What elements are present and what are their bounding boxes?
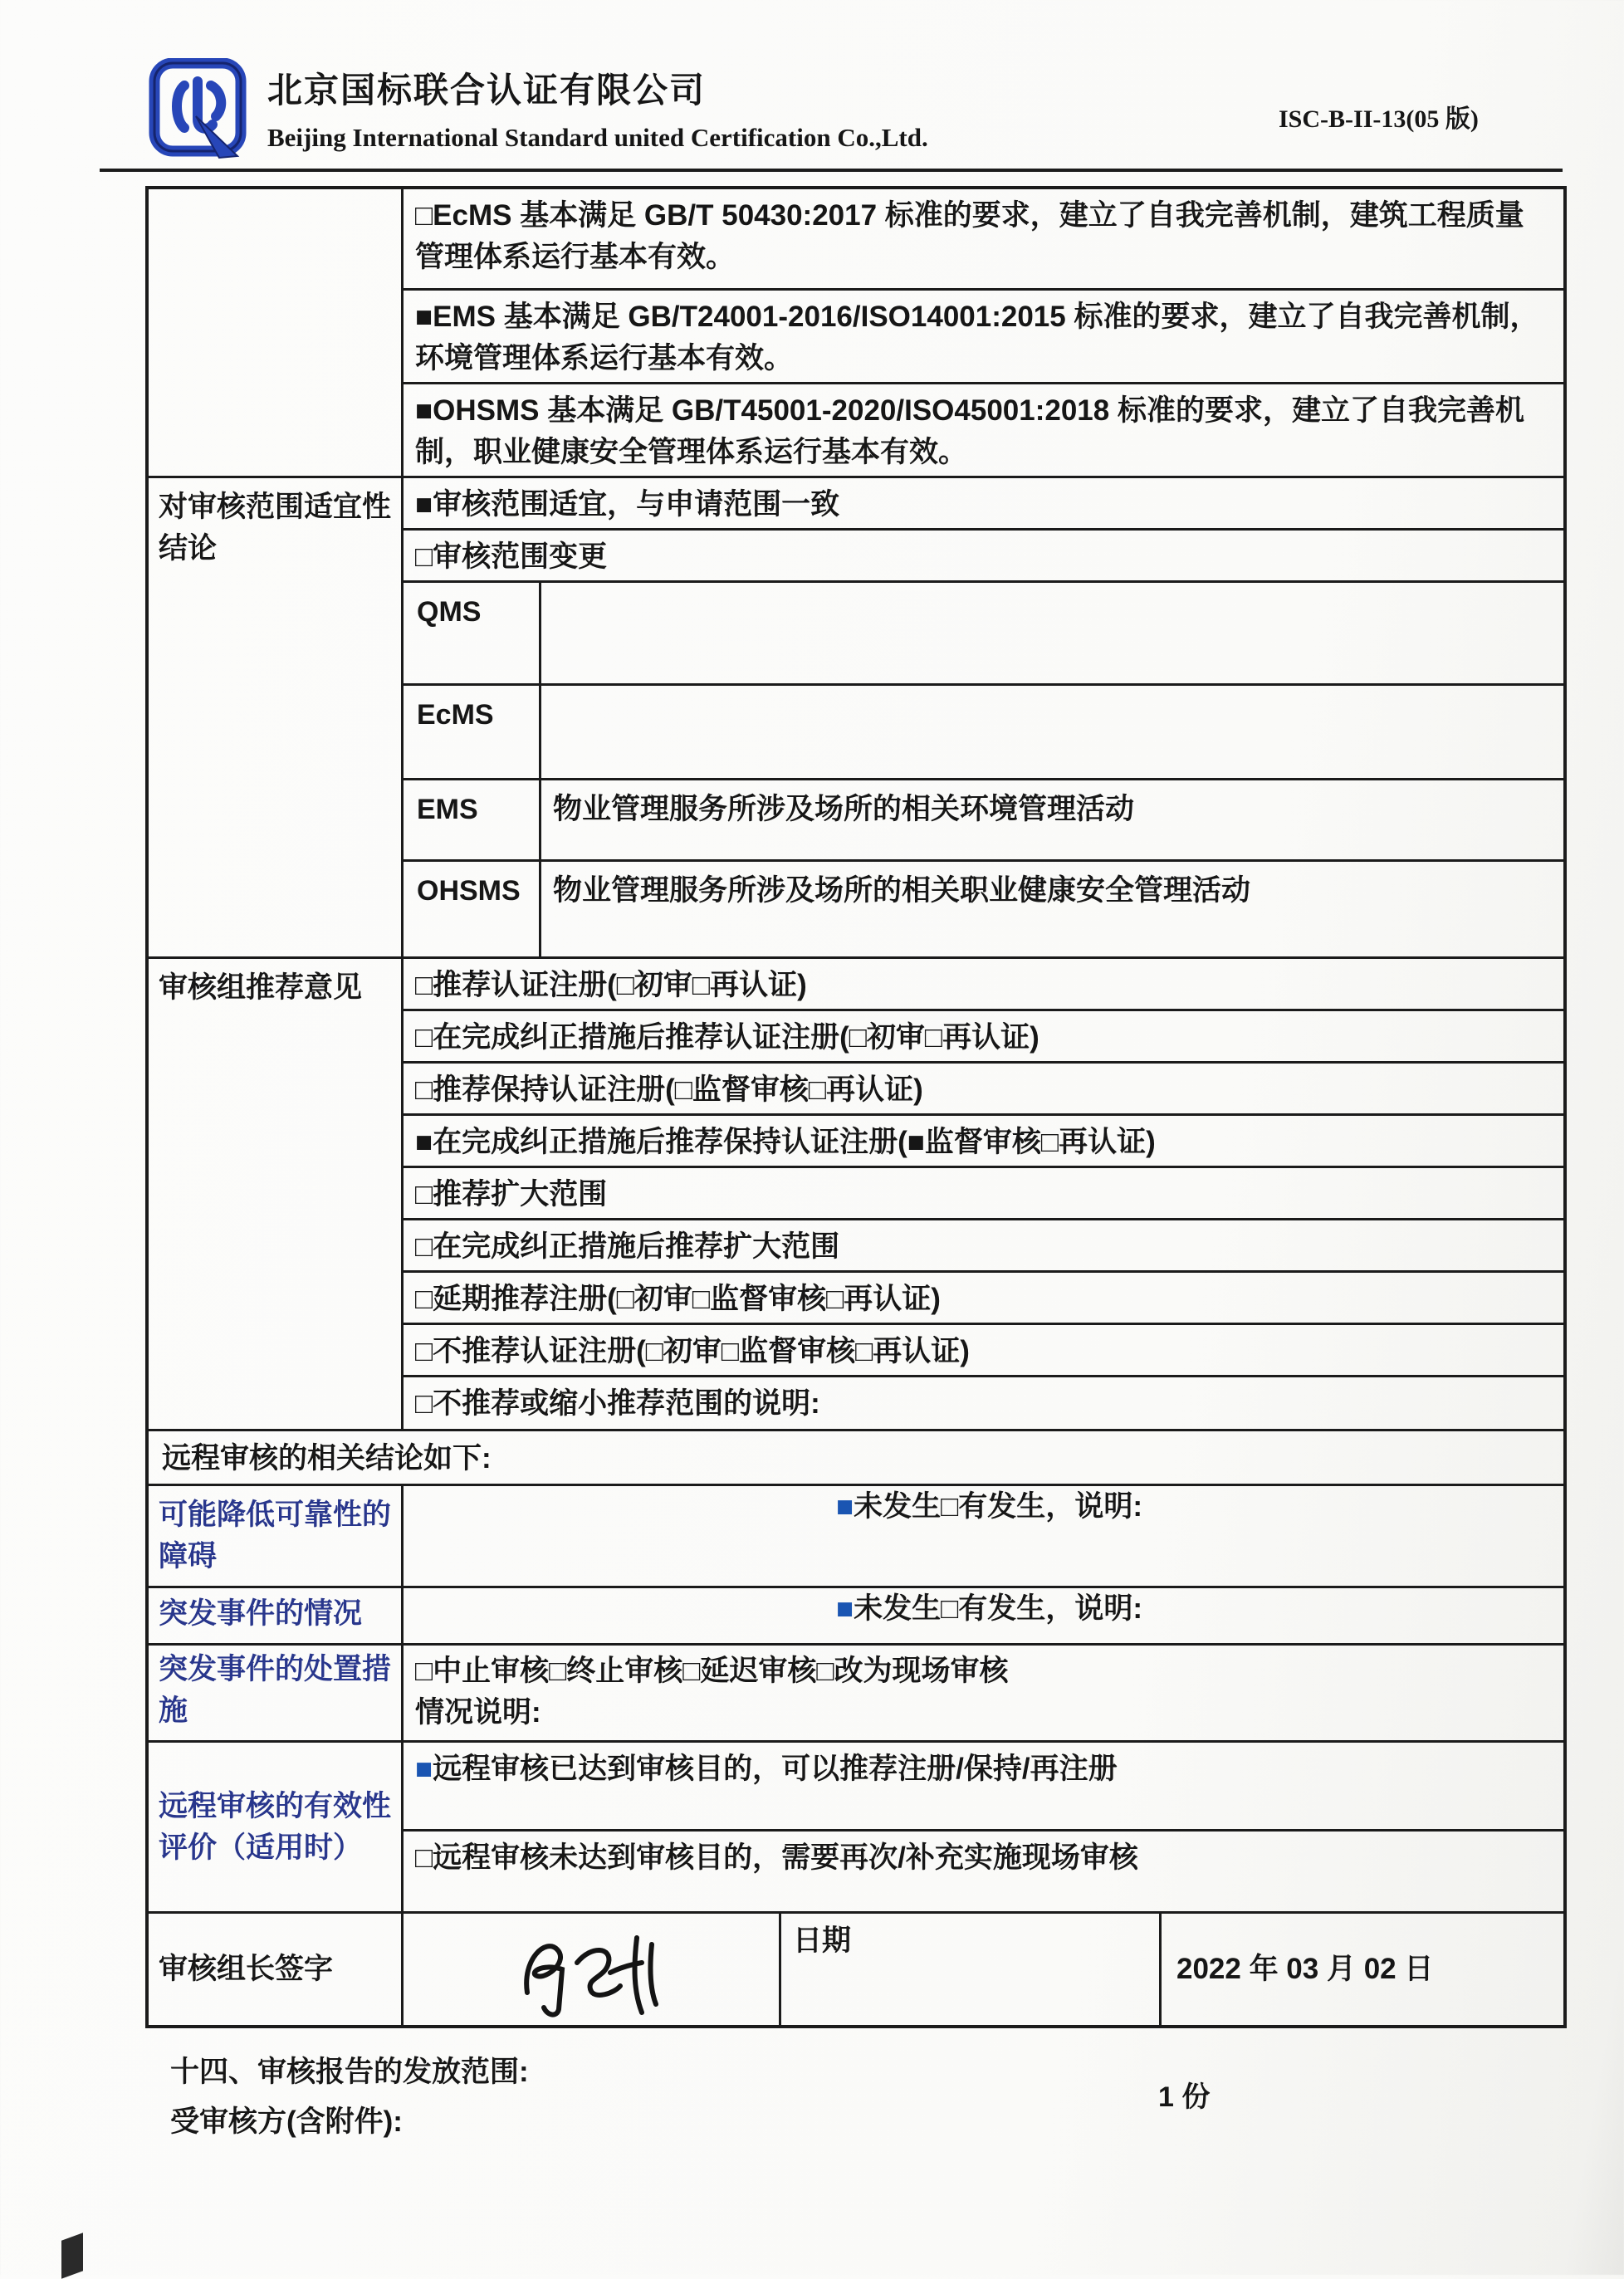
system-name: EcMS xyxy=(404,686,541,778)
emergency-block xyxy=(149,1588,1563,1646)
recommendation-option: □在完成纠正措施后推荐扩大范围 xyxy=(404,1220,1563,1273)
scope-row-ecms xyxy=(404,686,1563,780)
disposal-label: 突发事件的处置措施 xyxy=(149,1646,404,1740)
conclusion-row-ohsms: ■OHSMS 基本满足 GB/T45001-2020/ISO45001:2018 标准的要求，建立了自我完善机制，职业健康安全管理体系运行基本有效。 xyxy=(415,394,1524,468)
recommendation-option: □不推荐认证注册(□初审□监督审核□再认证) xyxy=(404,1325,1563,1377)
leader-signature xyxy=(404,1914,781,2025)
conclusion-row-ecms: □EcMS 基本满足 GB/T 50430:2017 标准的要求，建立了自我完善机制，建筑工程质量管理体系运行基本有效。 xyxy=(404,189,1563,291)
scope-suitability-block xyxy=(149,478,1563,959)
scope-suitability-label: 对审核范围适宜性结论 xyxy=(149,478,404,956)
scan-artifact xyxy=(61,2233,83,2278)
reliability-answer xyxy=(404,1486,1563,1586)
auditee-copies-label: 受审核方(含附件): xyxy=(170,2105,403,2138)
reliability-text: 未发生□有发生，说明: xyxy=(854,1490,1142,1523)
document-code: ISC-B-II-13(05 版) xyxy=(1279,105,1479,133)
company-name-en: Beijing International Standard united Certification Co.,Ltd. xyxy=(267,123,928,152)
system-scope: 物业管理服务所涉及场所的相关环境管理活动 xyxy=(553,793,1135,825)
effectiveness-achieved-row xyxy=(404,1743,1563,1832)
emergency-label: 突发事件的情况 xyxy=(149,1588,404,1643)
conclusion-row-ems: ■EMS 基本满足 GB/T24001-2016/ISO14001:2015 标准的要求，建立了自我完善机制，环境管理体系运行基本有效。 xyxy=(404,291,1563,384)
recommendation-option: □延期推荐注册(□初审□监督审核□再认证) xyxy=(404,1273,1563,1325)
emergency-answer xyxy=(404,1588,1563,1643)
scope-suitable-row: ■审核范围适宜，与申请范围一致 xyxy=(404,478,1563,531)
system-name: EMS xyxy=(404,780,541,859)
scope-row-ohsms xyxy=(404,862,1563,956)
effectiveness-label: 远程审核的有效性评价（适用时） xyxy=(149,1743,404,1911)
recommendation-option: □推荐扩大范围 xyxy=(404,1168,1563,1220)
company-name-cn: 北京国标联合认证有限公司 xyxy=(267,71,707,110)
signature-block xyxy=(149,1914,1563,2025)
date-value: 2022 年 03 月 02 日 xyxy=(1176,1953,1434,1985)
empty-label-cell xyxy=(149,189,404,476)
company-logo-icon xyxy=(148,58,252,163)
scope-row-ems xyxy=(404,780,1563,862)
recommendation-option-selected: ■在完成纠正措施后推荐保持认证注册(■监督审核□再认证) xyxy=(404,1116,1563,1168)
effectiveness-achieved-text: 远程审核已达到审核目的，可以推荐注册/保持/再注册 xyxy=(433,1753,1118,1785)
checkbox-filled-blue: ■ xyxy=(836,1490,854,1523)
recommendation-option: □推荐保持认证注册(□监督审核□再认证) xyxy=(404,1064,1563,1116)
system-scope xyxy=(541,686,1563,778)
disposal-answer xyxy=(404,1646,1563,1740)
copies-count: 1 份 xyxy=(1158,2081,1211,2113)
system-conclusions-block xyxy=(149,189,1563,478)
emergency-text: 未发生□有发生，说明: xyxy=(854,1592,1142,1625)
scope-row-qms xyxy=(404,583,1563,686)
disposal-note-label: 情况说明: xyxy=(415,1696,541,1729)
recommendation-option: □在完成纠正措施后推荐认证注册(□初审□再认证) xyxy=(404,1011,1563,1064)
scope-change-row: □审核范围变更 xyxy=(404,531,1563,583)
audit-report-table xyxy=(145,186,1567,2028)
system-name: QMS xyxy=(404,583,541,683)
checkbox-filled-blue: ■ xyxy=(415,1753,433,1785)
page-header xyxy=(0,0,1624,176)
checkbox-filled-blue: ■ xyxy=(836,1592,854,1625)
distribution-scope-heading: 十四、审核报告的发放范围: xyxy=(170,2056,529,2088)
system-name: OHSMS xyxy=(404,862,541,956)
signature-label: 审核组长签字 xyxy=(149,1914,404,2025)
recommendation-label: 审核组推荐意见 xyxy=(149,959,404,1429)
handwritten-signature xyxy=(504,1920,678,2019)
disposal-options: □中止审核□终止审核□延迟审核□改为现场审核 xyxy=(415,1655,1009,1687)
system-scope: 物业管理服务所涉及场所的相关职业健康安全管理活动 xyxy=(553,874,1251,907)
effectiveness-block xyxy=(149,1743,1563,1914)
reliability-label: 可能降低可靠性的障碍 xyxy=(149,1486,404,1586)
system-scope xyxy=(541,583,1563,683)
reliability-block xyxy=(149,1486,1563,1588)
header-divider xyxy=(100,169,1563,172)
remote-conclusions-heading: 远程审核的相关结论如下: xyxy=(149,1431,1563,1486)
disposal-block xyxy=(149,1646,1563,1743)
effectiveness-not-achieved-row: □远程审核未达到审核目的，需要再次/补充实施现场审核 xyxy=(415,1841,1138,1874)
recommendation-option: □不推荐或缩小推荐范围的说明: xyxy=(415,1387,820,1420)
recommendation-block xyxy=(149,959,1563,1431)
recommendation-option: □推荐认证注册(□初审□再认证) xyxy=(404,959,1563,1011)
date-label: 日期 xyxy=(781,1914,1162,2025)
